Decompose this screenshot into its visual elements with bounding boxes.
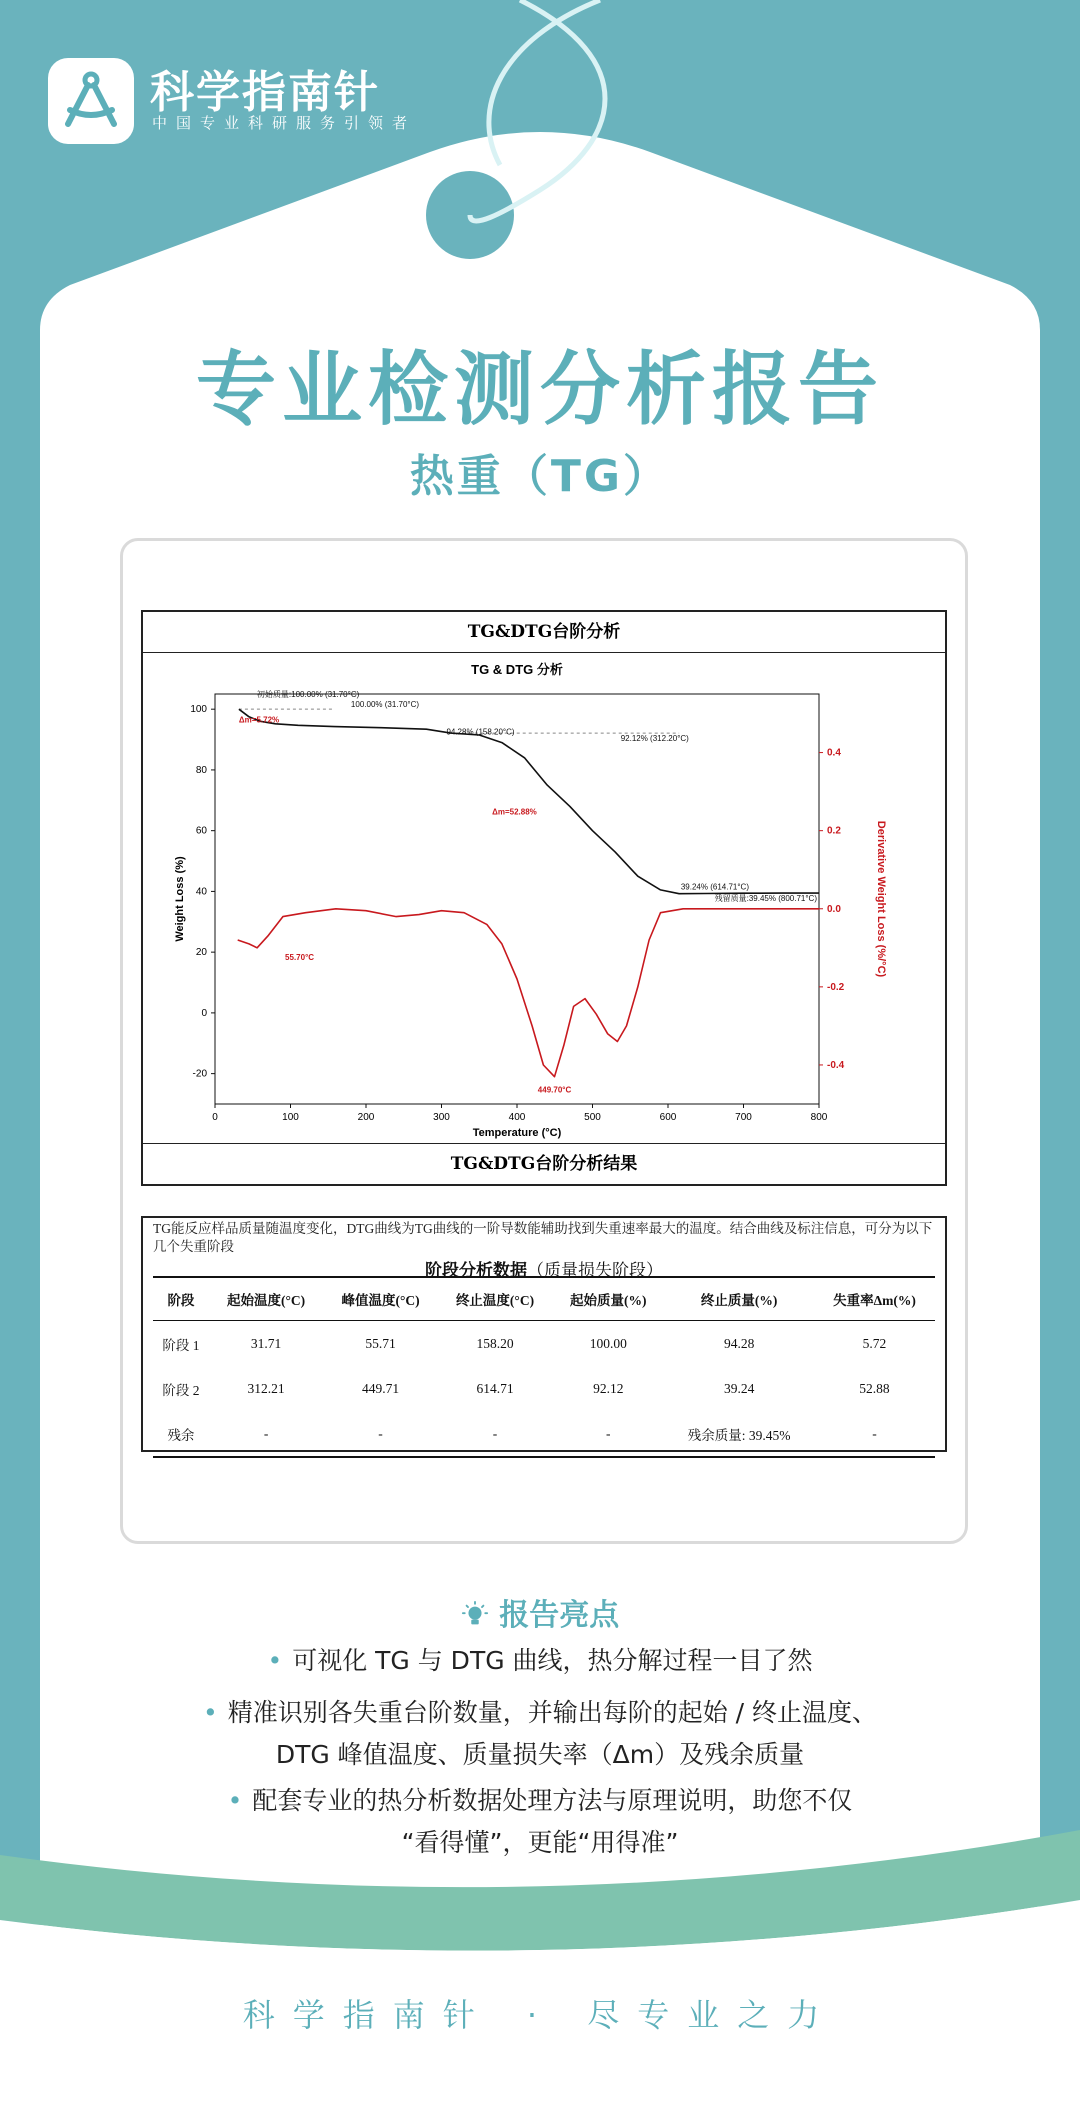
brand-tagline: 中国专业科研服务引领者 bbox=[152, 114, 417, 132]
stage-table bbox=[153, 1276, 935, 1458]
y-tick-label: 0 bbox=[201, 1007, 207, 1019]
chart-annotation: 残留质量:39.45% (800.71°C) bbox=[714, 894, 817, 904]
y-tick-label: 40 bbox=[195, 886, 207, 898]
highlight-text: DTG 峰值温度、质量损失率（Δm）及残余质量 bbox=[275, 1740, 805, 1769]
x-tick-label: 0 bbox=[212, 1112, 218, 1123]
series-line-tg bbox=[239, 709, 820, 894]
page-subtitle: 热重（TG） bbox=[409, 451, 671, 502]
highlight-line bbox=[0, 1692, 1080, 1734]
chart-annotation: 449.70°C bbox=[537, 1085, 572, 1095]
stage-report bbox=[141, 1216, 947, 1452]
column-header: 终止质量(%) bbox=[664, 1277, 814, 1321]
column-header: 起始温度(°C) bbox=[209, 1277, 323, 1321]
page-title: 专业检测分析报告 bbox=[196, 343, 884, 436]
lightbulb-icon bbox=[461, 1598, 499, 1633]
chart-annotation: 39.24% (614.71°C) bbox=[680, 882, 749, 892]
bullet-icon: • bbox=[202, 1698, 218, 1727]
y-tick-label: 80 bbox=[195, 764, 207, 776]
compass-icon bbox=[48, 58, 134, 144]
stage-table-title-main: 阶段分析数据 bbox=[425, 1261, 527, 1280]
footer-separator: · bbox=[526, 1996, 538, 2034]
highlight-line bbox=[0, 1780, 1080, 1822]
table-cell: 阶段 1 bbox=[162, 1337, 200, 1353]
chart-annotation: 55.70°C bbox=[285, 952, 315, 962]
chart-section-title: TG&DTG台阶分析 bbox=[143, 612, 945, 653]
table-cell: 阶段 2 bbox=[162, 1382, 200, 1398]
chart-annotation: 100.00% (31.70°C) bbox=[350, 700, 420, 710]
chart-annotation: Δm=52.88% bbox=[492, 807, 537, 817]
table-cell: 残余质量: 39.45% bbox=[664, 1411, 814, 1457]
stage-intro: TG能反应样品质量随温度变化，DTG曲线为TG曲线的一阶导数能辅助找到失重速率最大的温度。结合曲线及标注信息，可分为以下几个失重阶段 bbox=[153, 1221, 933, 1254]
chart-annotation: 初始质量:100.00% (31.70°C) bbox=[256, 690, 360, 700]
column-header: 失重率Δm(%) bbox=[814, 1277, 935, 1321]
highlight-text: 精准识别各失重台阶数量，并输出每阶的起始 / 终止温度、 bbox=[227, 1698, 878, 1727]
table-cell: 449.71 bbox=[361, 1380, 400, 1396]
chart-result-title: TG&DTG台阶分析结果 bbox=[143, 1143, 945, 1184]
x-tick-label: 400 bbox=[508, 1112, 526, 1123]
series-line-dtg bbox=[238, 909, 819, 1077]
footer-slogan bbox=[0, 1990, 1080, 2036]
logo bbox=[48, 58, 134, 144]
table-cell: - bbox=[323, 1411, 437, 1457]
table-header-row bbox=[153, 1277, 935, 1321]
y2-tick-label: 0.2 bbox=[827, 825, 841, 837]
table-cell: 39.24 bbox=[723, 1380, 755, 1396]
highlight-text: 配套专业的热分析数据处理方法与原理说明，助您不仅 bbox=[252, 1786, 853, 1815]
table-cell: 158.20 bbox=[476, 1335, 514, 1351]
x-tick-label: 100 bbox=[282, 1112, 299, 1123]
table-cell: 52.88 bbox=[859, 1380, 890, 1396]
x-tick-label: 300 bbox=[433, 1112, 450, 1123]
column-header: 阶段 bbox=[153, 1277, 209, 1321]
x-tick-label: 600 bbox=[659, 1112, 677, 1123]
column-header: 峰值温度(°C) bbox=[323, 1277, 437, 1321]
highlight-line bbox=[0, 1640, 1080, 1682]
chart-annotation: 92.12% (312.20°C) bbox=[620, 734, 689, 744]
y-tick-label: 100 bbox=[190, 704, 207, 716]
footer-brand: 科学指南针 bbox=[242, 1996, 493, 2034]
x-tick-label: 700 bbox=[735, 1112, 752, 1123]
table-cell: 614.71 bbox=[476, 1380, 514, 1396]
table-cell: - bbox=[814, 1411, 935, 1457]
table-cell: 5.72 bbox=[862, 1335, 887, 1351]
highlight-text: 可视化 TG 与 DTG 曲线，热分解过程一目了然 bbox=[292, 1646, 813, 1675]
column-header: 终止温度(°C) bbox=[438, 1277, 552, 1321]
y-tick-label: 60 bbox=[195, 825, 207, 837]
table-cell: 94.28 bbox=[723, 1335, 755, 1351]
table-cell: 55.71 bbox=[365, 1335, 396, 1351]
highlights-title bbox=[0, 1590, 1080, 1634]
chart-annotation: Δm=5.72% bbox=[238, 715, 280, 725]
table-cell: 312.21 bbox=[247, 1380, 285, 1396]
y-axis-label: Weight Loss (%) bbox=[174, 856, 186, 942]
table-row bbox=[153, 1321, 935, 1367]
y2-tick-label: -0.4 bbox=[827, 1059, 845, 1071]
table-cell: - bbox=[438, 1411, 552, 1457]
highlight-line bbox=[0, 1734, 1080, 1776]
brand-name: 科学指南针 bbox=[150, 67, 380, 118]
stage-table-title-sub: （质量损失阶段） bbox=[527, 1261, 663, 1280]
table-cell: - bbox=[209, 1411, 323, 1457]
footer-motto: 尽专业之力 bbox=[587, 1996, 838, 2034]
table-row bbox=[153, 1366, 935, 1411]
table-cell: 92.12 bbox=[593, 1380, 624, 1396]
table-cell: 100.00 bbox=[589, 1335, 627, 1351]
y-tick-label: -20 bbox=[192, 1068, 207, 1080]
highlight-text: “看得懂”，更能“用得准” bbox=[401, 1828, 679, 1857]
table-cell: - bbox=[552, 1411, 664, 1457]
x-tick-label: 200 bbox=[357, 1112, 375, 1123]
y2-tick-label: 0.0 bbox=[827, 903, 841, 915]
x-tick-label: 500 bbox=[584, 1112, 601, 1123]
bullet-icon: • bbox=[267, 1646, 283, 1675]
y2-tick-label: -0.2 bbox=[827, 981, 845, 993]
chart-title: TG & DTG 分析 bbox=[471, 662, 563, 677]
y-tick-label: 20 bbox=[195, 947, 207, 959]
column-header: 起始质量(%) bbox=[552, 1277, 664, 1321]
y2-axis-label: Derivative Weight Loss (%/°C) bbox=[875, 820, 887, 978]
tg-dtg-chart bbox=[143, 652, 945, 1144]
chart-report bbox=[141, 610, 947, 1186]
highlight-line bbox=[0, 1822, 1080, 1864]
highlights-title-text: 报告亮点 bbox=[499, 1598, 620, 1633]
chart-annotation: 94.28% (158.20°C) bbox=[446, 727, 515, 737]
table-cell: 31.71 bbox=[250, 1335, 282, 1351]
table-row bbox=[153, 1411, 935, 1457]
bullet-icon: • bbox=[227, 1786, 243, 1815]
table-cell: 残余 bbox=[153, 1411, 209, 1457]
x-axis-label: Temperature (°C) bbox=[472, 1127, 562, 1139]
y2-tick-label: 0.4 bbox=[827, 747, 841, 759]
x-tick-label: 800 bbox=[810, 1112, 828, 1123]
